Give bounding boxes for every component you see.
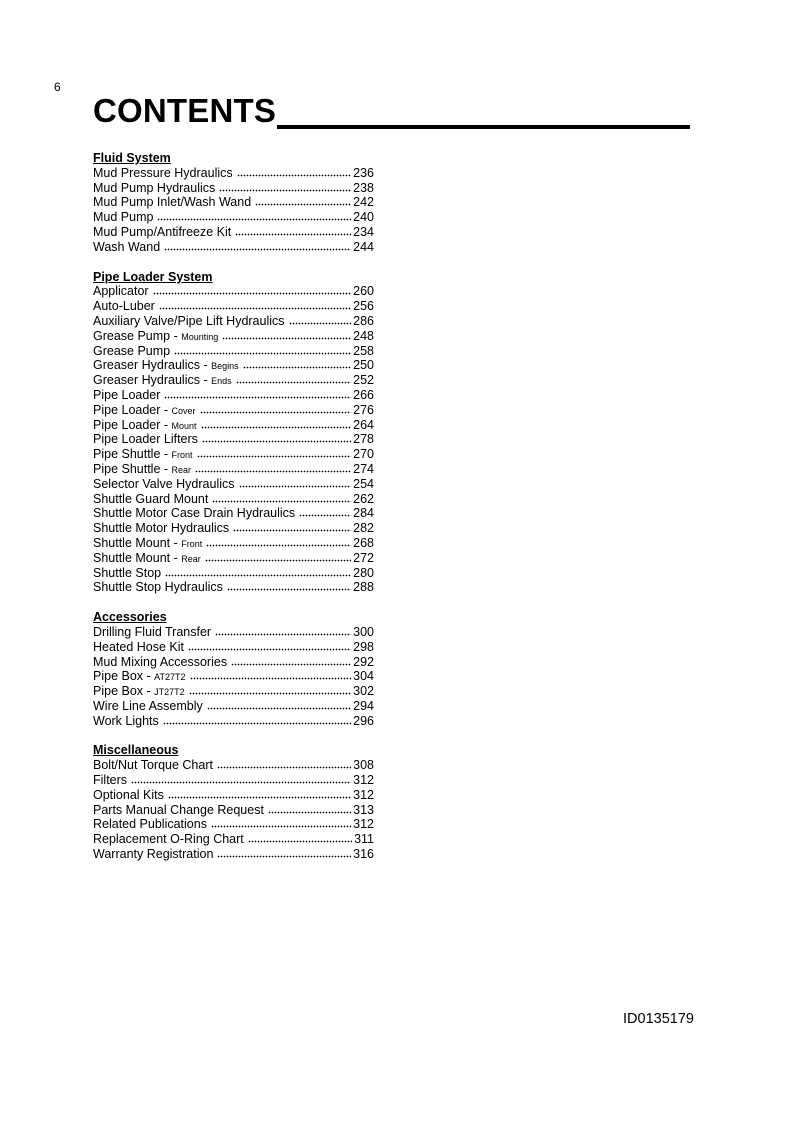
entry-title <box>93 655 227 670</box>
entry-name: Pipe Loader - <box>93 417 172 432</box>
toc-entry[interactable] <box>93 521 374 536</box>
toc-entry[interactable] <box>93 210 374 225</box>
entry-qualifier: Front <box>181 538 203 549</box>
entry-page-number: 250 <box>353 358 374 373</box>
entry-name: Heated Hose Kit <box>93 639 185 654</box>
dot-leader <box>211 825 351 828</box>
entry-title <box>93 373 232 389</box>
dot-leader <box>231 663 351 666</box>
dot-leader <box>163 722 351 725</box>
entry-title <box>93 329 218 345</box>
entry-title <box>93 181 215 196</box>
entry-page-number: 256 <box>353 299 374 314</box>
entry-name: Warranty Registration <box>93 847 214 862</box>
dot-leader <box>202 440 351 443</box>
entry-name: Mud Pump Hydraulics <box>93 180 216 195</box>
entry-page-number: 242 <box>353 195 374 210</box>
dot-leader <box>219 189 351 192</box>
entry-title <box>93 477 235 492</box>
entry-page-number: 248 <box>353 328 374 343</box>
toc-entry[interactable] <box>93 699 374 714</box>
entry-qualifier: Rear <box>181 553 201 564</box>
toc-entry[interactable] <box>93 536 374 551</box>
entry-name: Pipe Box - <box>93 684 155 699</box>
entry-title <box>93 803 264 818</box>
dot-leader <box>190 677 352 680</box>
entry-page-number: 238 <box>353 180 374 195</box>
entry-title <box>93 521 229 536</box>
entry-name: Wire Line Assembly <box>93 698 203 713</box>
entry-title <box>93 358 239 374</box>
toc-entry[interactable] <box>93 181 374 196</box>
toc-entry[interactable] <box>93 655 374 670</box>
entry-page-number: 282 <box>353 521 374 536</box>
section-heading: Miscellaneous <box>93 743 179 758</box>
dot-leader <box>243 366 352 369</box>
entry-qualifier: Cover <box>171 405 196 416</box>
toc-entry[interactable] <box>93 299 374 314</box>
entry-name: Shuttle Mount - <box>93 535 182 550</box>
dot-leader <box>236 381 352 384</box>
entry-page-number: 292 <box>353 654 374 669</box>
dot-leader <box>215 633 351 636</box>
entry-name: Work Lights <box>93 713 159 728</box>
toc-entry[interactable] <box>93 418 374 433</box>
dot-leader <box>157 218 351 221</box>
entry-name: Parts Manual Change Request <box>93 802 264 817</box>
toc-entry[interactable] <box>93 803 374 818</box>
dot-leader <box>168 796 351 799</box>
entry-name: Wash Wand <box>93 239 161 254</box>
entry-name: Shuttle Stop Hydraulics <box>93 580 223 595</box>
entry-name: Shuttle Mount - <box>93 550 182 565</box>
entry-title <box>93 684 185 700</box>
dot-leader <box>248 840 352 843</box>
dot-leader <box>189 692 351 695</box>
entry-name: Shuttle Motor Hydraulics <box>93 521 230 536</box>
entry-page-number: 262 <box>353 491 374 506</box>
entry-name: Mud Mixing Accessories <box>93 654 228 669</box>
dot-leader <box>212 500 351 503</box>
entry-title <box>93 403 196 419</box>
entry-name: Grease Pump - <box>93 328 182 343</box>
toc-section <box>93 151 374 255</box>
entry-page-number: 311 <box>354 832 374 847</box>
entry-page-number: 266 <box>353 387 374 402</box>
toc-entry[interactable] <box>93 166 374 181</box>
dot-leader <box>131 781 351 784</box>
toc-entry[interactable] <box>93 773 374 788</box>
toc-entry[interactable] <box>93 284 374 299</box>
toc-entry[interactable] <box>93 714 374 729</box>
entry-title <box>93 447 193 463</box>
dot-leader <box>174 352 351 355</box>
toc-entry[interactable] <box>93 492 374 507</box>
entry-title <box>93 773 127 788</box>
entry-page-number: 274 <box>353 461 374 476</box>
entry-name: Mud Pressure Hydraulics <box>93 165 233 180</box>
entry-page-number: 312 <box>353 787 374 802</box>
dot-leader <box>205 559 351 562</box>
entry-name: Bolt/Nut Torque Chart <box>93 758 213 773</box>
entry-page-number: 288 <box>353 580 374 595</box>
dot-leader <box>235 233 351 236</box>
toc-entry[interactable] <box>93 625 374 640</box>
dot-leader <box>255 203 351 206</box>
dot-leader <box>165 574 351 577</box>
entry-page-number: 286 <box>353 313 374 328</box>
entry-name: Applicator <box>93 284 149 299</box>
entry-name: Greaser Hydraulics - <box>93 373 212 388</box>
entry-title <box>93 418 197 434</box>
entry-page-number: 308 <box>353 758 374 773</box>
toc-entry[interactable] <box>93 344 374 359</box>
entry-name: Filters <box>93 773 128 788</box>
entry-page-number: 244 <box>353 239 374 254</box>
entry-page-number: 252 <box>353 373 374 388</box>
toc-entry[interactable] <box>93 640 374 655</box>
entry-name: Greaser Hydraulics - <box>93 358 212 373</box>
section-heading: Fluid System <box>93 151 171 165</box>
toc-section <box>93 610 374 728</box>
entry-page-number: 312 <box>353 817 374 832</box>
dot-leader <box>153 292 352 295</box>
entry-qualifier: Front <box>171 450 193 461</box>
entry-name: Pipe Loader Lifters <box>93 432 198 447</box>
entry-title <box>93 580 223 595</box>
toc-entry[interactable] <box>93 788 374 803</box>
entry-page-number: 268 <box>353 535 374 550</box>
dot-leader <box>239 485 352 488</box>
entry-page-number: 298 <box>353 639 374 654</box>
entry-page-number: 236 <box>353 165 374 180</box>
entry-title <box>93 847 213 862</box>
entry-name: Auto-Luber <box>93 299 155 314</box>
dot-leader <box>195 470 351 473</box>
entry-name: Pipe Shuttle - <box>93 447 172 462</box>
toc-entry[interactable] <box>93 462 374 477</box>
dot-leader <box>217 855 351 858</box>
entry-title <box>93 492 208 507</box>
entry-name: Drilling Fluid Transfer <box>93 624 212 639</box>
entry-page-number: 284 <box>353 506 374 521</box>
dot-leader <box>299 514 351 517</box>
toc-entry[interactable] <box>93 225 374 240</box>
page-number: 6 <box>54 80 61 94</box>
entry-title <box>93 284 149 299</box>
entry-page-number: 272 <box>353 550 374 565</box>
entry-title <box>93 210 153 225</box>
entry-title <box>93 566 161 581</box>
toc-entry[interactable] <box>93 580 374 595</box>
toc-entry[interactable] <box>93 847 374 862</box>
page-title: CONTENTS <box>93 92 277 129</box>
entry-title <box>93 832 244 847</box>
dot-leader <box>227 588 351 591</box>
entry-qualifier: Mounting <box>181 331 219 342</box>
entry-page-number: 304 <box>353 669 374 684</box>
dot-leader <box>207 707 351 710</box>
entry-name: Pipe Box - <box>93 669 155 684</box>
entry-title <box>93 758 213 773</box>
entry-page-number: 312 <box>353 773 374 788</box>
entry-title <box>93 669 186 685</box>
toc-entry[interactable] <box>93 314 374 329</box>
entry-name: Optional Kits <box>93 787 164 802</box>
entry-qualifier: Begins <box>211 361 239 372</box>
dot-leader <box>237 174 352 177</box>
toc-entry[interactable] <box>93 477 374 492</box>
entry-name: Shuttle Stop <box>93 565 162 580</box>
dot-leader <box>197 455 352 458</box>
toc-entry[interactable] <box>93 684 374 699</box>
toc-entry[interactable] <box>93 388 374 403</box>
entry-title <box>93 432 198 447</box>
toc-entry[interactable] <box>93 758 374 773</box>
toc-entry[interactable] <box>93 817 374 832</box>
entry-name: Related Publications <box>93 817 207 832</box>
toc-entry[interactable] <box>93 240 374 255</box>
entry-name: Auxiliary Valve/Pipe Lift Hydraulics <box>93 313 285 328</box>
dot-leader <box>200 411 352 414</box>
entry-title <box>93 536 202 552</box>
entry-title <box>93 462 191 478</box>
dot-leader <box>188 648 351 651</box>
entry-name: Pipe Loader <box>93 387 161 402</box>
entry-name: Mud Pump Inlet/Wash Wand <box>93 195 252 210</box>
entry-name: Mud Pump <box>93 210 154 225</box>
dot-leader <box>164 396 351 399</box>
dot-leader <box>222 337 351 340</box>
entry-page-number: 240 <box>353 210 374 225</box>
entry-title <box>93 817 207 832</box>
entry-name: Shuttle Guard Mount <box>93 491 209 506</box>
dot-leader <box>164 248 351 251</box>
entry-page-number: 313 <box>353 802 374 817</box>
entry-page-number: 254 <box>353 476 374 491</box>
entry-name: Pipe Shuttle - <box>93 461 172 476</box>
entry-title <box>93 625 211 640</box>
entry-title <box>93 195 251 210</box>
dot-leader <box>217 766 351 769</box>
dot-leader <box>201 426 352 429</box>
toc-entry[interactable] <box>93 195 374 210</box>
entry-page-number: 280 <box>353 565 374 580</box>
entry-title <box>93 314 285 329</box>
entry-title <box>93 166 233 181</box>
entry-page-number: 260 <box>353 284 374 299</box>
dot-leader <box>268 811 351 814</box>
entry-title <box>93 225 231 240</box>
entry-page-number: 294 <box>353 698 374 713</box>
toc-entry[interactable] <box>93 832 374 847</box>
entry-page-number: 278 <box>353 432 374 447</box>
section-heading: Pipe Loader System <box>93 269 213 284</box>
entry-title <box>93 344 170 359</box>
toc-entry[interactable] <box>93 551 374 566</box>
entry-page-number: 296 <box>353 713 374 728</box>
toc-entry[interactable] <box>93 447 374 462</box>
toc-entry[interactable] <box>93 566 374 581</box>
entry-page-number: 234 <box>353 224 374 239</box>
entry-title <box>93 388 160 403</box>
toc-entry[interactable] <box>93 669 374 684</box>
dot-leader <box>206 544 351 547</box>
toc-entry[interactable] <box>93 432 374 447</box>
dot-leader <box>233 529 351 532</box>
entry-title <box>93 506 295 521</box>
entry-qualifier: AT27T2 <box>154 672 186 683</box>
entry-page-number: 300 <box>353 624 374 639</box>
toc-entry[interactable] <box>93 329 374 344</box>
dot-leader <box>159 307 351 310</box>
title-row <box>93 92 690 130</box>
toc-entry[interactable] <box>93 358 374 373</box>
table-of-contents <box>93 151 374 877</box>
entry-title <box>93 699 203 714</box>
entry-page-number: 276 <box>353 402 374 417</box>
section-heading: Accessories <box>93 610 167 625</box>
entry-qualifier: Ends <box>211 376 232 387</box>
entry-title <box>93 551 201 567</box>
entry-name: Pipe Loader - <box>93 402 172 417</box>
toc-section <box>93 270 374 596</box>
entry-title <box>93 240 160 255</box>
toc-section <box>93 743 374 861</box>
entry-name: Grease Pump <box>93 343 171 358</box>
entry-name: Replacement O-Ring Chart <box>93 832 244 847</box>
entry-name: Mud Pump/Antifreeze Kit <box>93 224 232 239</box>
entry-page-number: 258 <box>353 343 374 358</box>
entry-page-number: 264 <box>353 417 374 432</box>
entry-name: Shuttle Motor Case Drain Hydraulics <box>93 506 296 521</box>
toc-entry[interactable] <box>93 506 374 521</box>
entry-title <box>93 714 159 729</box>
entry-qualifier: Mount <box>171 420 197 431</box>
toc-entry[interactable] <box>93 403 374 418</box>
document-id: ID0135179 <box>623 1011 694 1027</box>
toc-entry[interactable] <box>93 373 374 388</box>
entry-page-number: 270 <box>353 447 374 462</box>
entry-title <box>93 299 155 314</box>
entry-title <box>93 640 184 655</box>
entry-title <box>93 788 164 803</box>
entry-page-number: 302 <box>353 684 374 699</box>
entry-qualifier: JT27T2 <box>154 687 185 698</box>
entry-qualifier: Rear <box>171 464 192 475</box>
entry-name: Selector Valve Hydraulics <box>93 476 235 491</box>
entry-page-number: 316 <box>353 847 374 862</box>
dot-leader <box>289 322 352 325</box>
title-rule <box>277 125 690 129</box>
